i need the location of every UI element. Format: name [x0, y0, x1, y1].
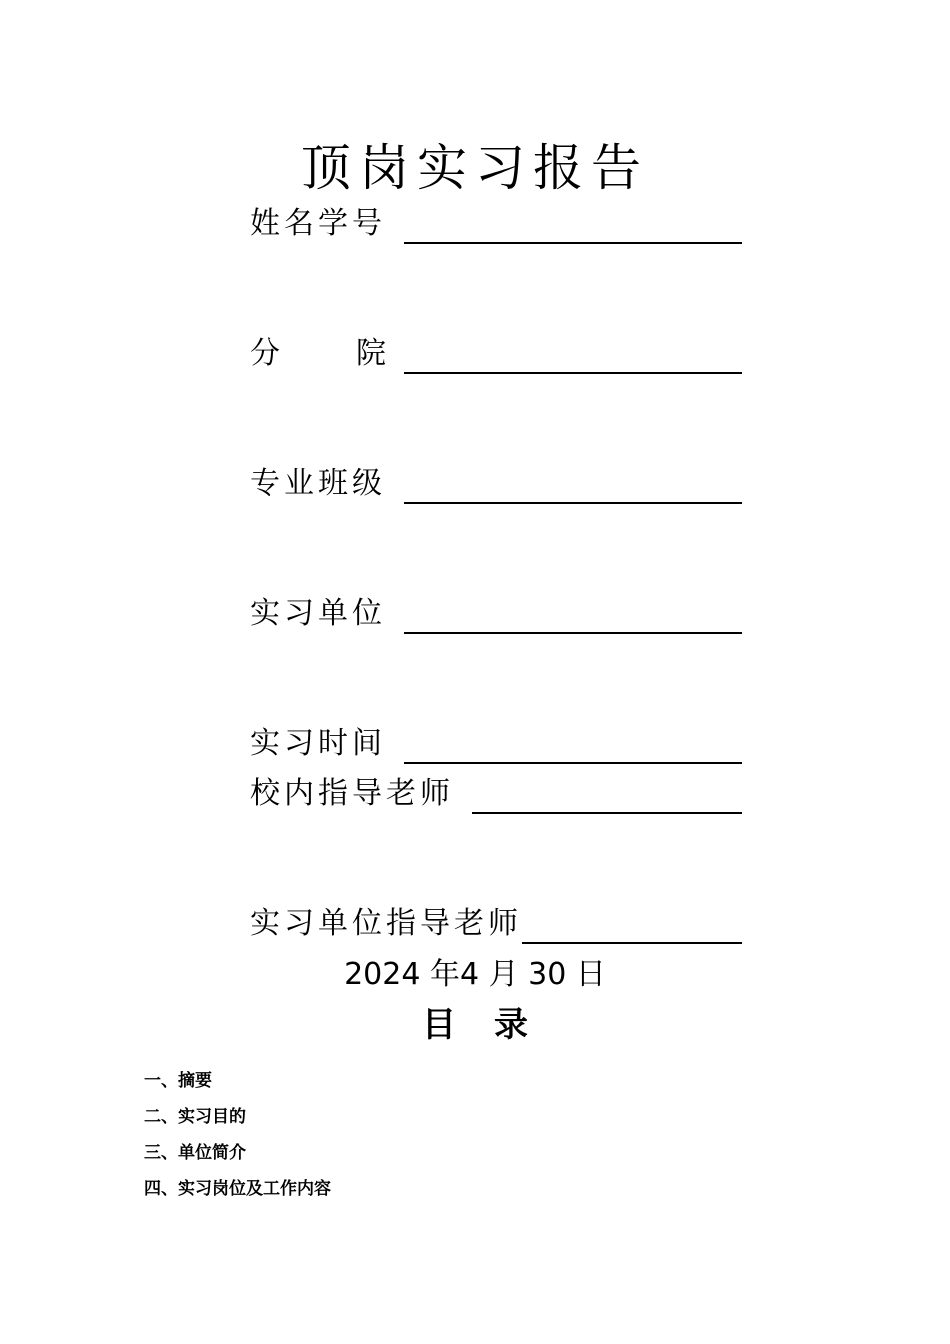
- date-day-unit: 日: [575, 957, 606, 992]
- date-year-unit: 年: [429, 957, 460, 992]
- field-label-part: 分: [250, 336, 280, 371]
- toc-item[interactable]: 四、实习岗位及工作内容: [144, 1179, 331, 1199]
- fill-in-line[interactable]: [404, 204, 742, 244]
- fill-in-line[interactable]: [472, 774, 742, 814]
- field-school-advisor: [250, 770, 742, 814]
- report-title: 顶岗实习报告: [301, 139, 649, 197]
- field-label-part: 院: [356, 336, 386, 371]
- date-month: 4: [459, 957, 480, 992]
- toc-item[interactable]: 三、单位简介: [144, 1143, 246, 1163]
- field-label: 专业班级: [250, 466, 386, 501]
- toc-heading-part: 目: [422, 1005, 456, 1045]
- fill-in-line[interactable]: [522, 904, 742, 944]
- date-year: 2024: [344, 957, 421, 992]
- date-day: 30: [528, 957, 567, 992]
- field-internship-time: [250, 720, 742, 764]
- field-name-student-id: [250, 200, 742, 244]
- fill-in-line[interactable]: [404, 334, 742, 374]
- field-internship-unit: [250, 590, 742, 634]
- field-label: 实习单位指导老师: [250, 906, 522, 941]
- field-label: 校内指导老师: [250, 776, 454, 811]
- fill-in-line[interactable]: [404, 594, 742, 634]
- field-label: 姓名学号: [250, 206, 386, 241]
- toc-list: [144, 1068, 331, 1212]
- report-date: [0, 955, 950, 995]
- toc-heading: [0, 1003, 950, 1047]
- field-department: [250, 330, 742, 374]
- date-month-unit: 月: [488, 957, 519, 992]
- toc-item[interactable]: 二、实习目的: [144, 1107, 246, 1127]
- toc-item[interactable]: 一、摘要: [144, 1071, 212, 1091]
- field-label: 实习单位: [250, 596, 386, 631]
- fill-in-line[interactable]: [404, 464, 742, 504]
- field-major-class: [250, 460, 742, 504]
- field-label: [250, 334, 404, 374]
- field-label: 实习时间: [250, 726, 386, 761]
- field-unit-advisor: [250, 900, 742, 944]
- toc-heading-part: 录: [494, 1005, 528, 1045]
- fill-in-line[interactable]: [404, 724, 742, 764]
